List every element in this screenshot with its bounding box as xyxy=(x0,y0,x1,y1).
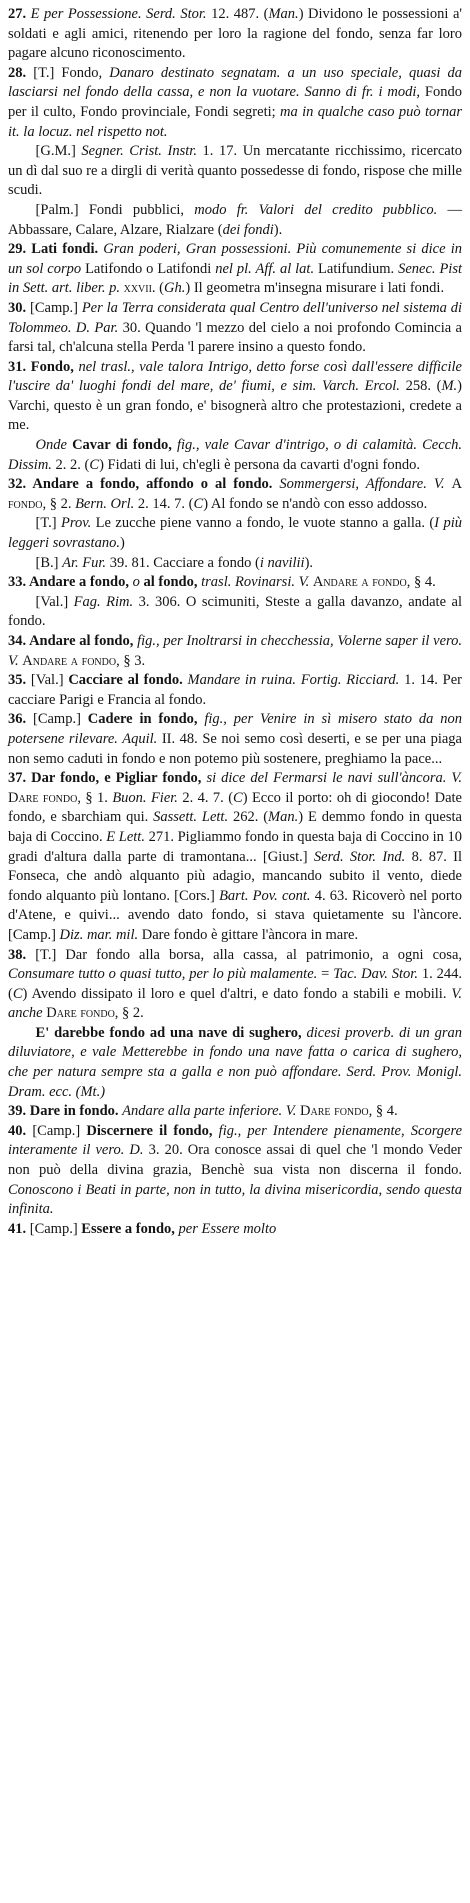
dictionary-entry xyxy=(8,710,462,769)
entry-text: ) E demmo fondo in questa baja di Coccino. xyxy=(8,809,462,845)
entry-text: , § 1. xyxy=(77,789,113,806)
dictionary-entry xyxy=(8,1220,462,1240)
entry-italic-text: I più leggeri sovrastano. xyxy=(8,515,462,552)
entry-text: [Camp.] xyxy=(29,1220,82,1237)
entry-text: [B.] xyxy=(35,554,63,571)
entry-headword: Andare a fondo, xyxy=(28,574,133,591)
dictionary-entry xyxy=(8,201,462,240)
entry-text: [Val.] xyxy=(30,672,69,689)
entry-italic-text: C xyxy=(12,985,23,1002)
dictionary-entry xyxy=(8,1102,462,1122)
dictionary-entry xyxy=(8,671,462,710)
entry-text: — Abbassare, Calare, Alzare, Rialzare ( xyxy=(8,201,462,238)
entry-italic-text: ma in qualche caso può tornar it. la locuz. nel rispetto not. xyxy=(8,103,463,140)
entry-italic-text: Sommergersi, Affondare. V. xyxy=(279,476,452,493)
entry-smallcaps-text: Andare a fondo xyxy=(22,652,117,669)
entry-italic-text: Tac. Dav. Stor. xyxy=(333,966,422,983)
entry-text: ). xyxy=(273,221,283,238)
entry-number: 33. xyxy=(8,574,29,591)
entry-number: 36. xyxy=(8,711,33,728)
entry-number: 41. xyxy=(8,1220,30,1237)
entry-text: ) Fidati di lui, ch'egli è persona da cavarti d'ogni fondo. xyxy=(99,456,420,473)
entry-italic-text: modo fr. Valori del credito pubblico. xyxy=(194,201,448,218)
entry-italic-text: Buon. Fier. xyxy=(112,789,183,806)
entry-text: 2. 4. 7. ( xyxy=(182,789,234,806)
dictionary-entry xyxy=(8,5,462,64)
entry-italic-text: Andare alla parte inferiore. V. xyxy=(122,1103,301,1120)
entry-text: Fondo per il culto, Fondo provinciale, Fondi segreti; xyxy=(8,84,462,120)
entry-text: [Camp.] xyxy=(32,1122,87,1139)
entry-text: [T.] Dar fondo alla borsa, alla cassa, al patrimonio, a ogni cosa, xyxy=(35,946,463,963)
entry-italic-text: i navilii xyxy=(259,554,305,571)
entry-text: 4. 63. Ricoverò nel porto d'Atene, e quivi... avendo dato fondo, si stava quietamente su l'àncore. [Camp.] xyxy=(8,887,462,943)
entry-italic-text: C xyxy=(233,789,243,806)
entry-headword: Dare in fondo. xyxy=(29,1103,123,1120)
entry-italic-text: Consumare tutto o quasi tutto, per lo più malamente. xyxy=(8,966,322,983)
dictionary-entry xyxy=(8,240,462,299)
entry-italic-text: C xyxy=(193,495,204,512)
entry-italic-text: dei fondi xyxy=(222,221,274,238)
entry-italic-text: Sassett. Lett. xyxy=(153,809,233,826)
entry-text: [T.] xyxy=(35,515,62,532)
entry-text: Dare fondo è gittare l'àncora in mare. xyxy=(141,926,359,943)
entry-text: ) Ecco il porto: oh di giocondo! Date fondo, e sbarchiam qui. xyxy=(8,789,462,826)
entry-smallcaps-text: Dare fondo xyxy=(46,1005,115,1022)
entry-text: ). xyxy=(304,554,314,571)
entry-text: 1. 14. Per cacciare Parigi e Francia al fondo. xyxy=(8,672,462,708)
entry-italic-text: E Lett. xyxy=(106,828,149,845)
entry-italic-text: V. anche xyxy=(8,985,462,1022)
entry-text: 2. 14. 7. ( xyxy=(137,495,194,512)
dictionary-entry xyxy=(8,142,462,201)
entry-smallcaps-text: Andare a fondo xyxy=(312,574,407,591)
entry-text: 1. 17. Un mercatante ricchissimo, ricercato un dì dal suo re a dirgli di verità quanto possedesse di fondo, rispose che mille scudi. xyxy=(8,143,462,199)
entry-text: 262. ( xyxy=(232,809,269,826)
entry-number: 37. xyxy=(8,770,32,787)
entry-number: 29. xyxy=(8,241,32,258)
dictionary-entry xyxy=(8,554,462,574)
entry-number: 34. xyxy=(8,633,30,649)
entry-italic-text: Mandare in ruina. Fortig. Ricciard. xyxy=(187,672,405,689)
entry-smallcaps-text: Dare fondo xyxy=(8,789,78,806)
entry-text: [Palm.] Fondi pubblici, xyxy=(35,201,195,218)
entry-italic-text: Gh. xyxy=(164,280,186,297)
entry-headword: Cavar di fondo, xyxy=(72,437,177,454)
entry-text: 3. 20. Ora conosce assai di quel che 'l mondo Veder non può della divina grazia, Benchè sua vista non discerna il fondo. xyxy=(8,1142,462,1179)
entry-italic-text: Segner. Crist. Instr. xyxy=(81,143,203,160)
entry-text: 12. 487. ( xyxy=(211,6,269,22)
entry-italic-text: fig., per Venire in sì misero stato da non potersene rilevare. Aquil. xyxy=(8,711,462,747)
dictionary-entry xyxy=(8,64,462,142)
entry-italic-text: Serd. Stor. Ind. xyxy=(313,848,412,865)
dictionary-entry xyxy=(8,946,462,1024)
entry-text: [G.M.] xyxy=(35,143,82,160)
entry-italic-text: per Essere molto xyxy=(178,1220,277,1237)
dictionary-entry xyxy=(8,436,462,475)
entry-text: [Camp.] xyxy=(33,711,88,728)
entry-text: 258. ( xyxy=(405,378,442,395)
entry-text: 39. 81. Cacciare a fondo ( xyxy=(109,554,260,571)
entry-italic-text: C xyxy=(89,456,100,473)
entry-headword: Cadere in fondo, xyxy=(87,711,205,728)
entry-text: 8. 87. Il Fonseca, che andò alquanto più adagio, mancando subito il vento, diede fondo alquanto più lontano. [Cors.] xyxy=(8,848,463,904)
entry-italic-text: Onde xyxy=(35,437,73,454)
entry-italic-text: Man. xyxy=(268,6,299,22)
entry-text: Le zucche piene vanno a fondo, le vuote stanno a galla. ( xyxy=(95,515,435,532)
dictionary-entry xyxy=(8,573,462,593)
entry-headword: Dar fondo, e Pigliar fondo, xyxy=(31,770,207,787)
dictionary-entry xyxy=(8,475,462,514)
dictionary-entry xyxy=(8,632,462,671)
entry-text: ) Il geometra m'insegna misurare i lati fondi. xyxy=(185,280,445,297)
entry-headword: Lati fondi. xyxy=(31,241,104,258)
entry-text: , § 2. xyxy=(42,495,76,512)
entry-headword: Cacciare al fondo. xyxy=(68,672,188,689)
entry-headword: al fondo, xyxy=(143,574,202,591)
entry-italic-text: Bern. Orl. xyxy=(75,495,138,512)
entry-number: 40. xyxy=(8,1122,33,1139)
entry-italic-text: dicesi proverb. di un gran diluviatore, e vale Metterebbe in fondo una nave fatta o carica di sughero, che per natura sempre sta a galla e non può affondare. Serd. Prov. Monigl. Dram. ecc. (Mt.) xyxy=(8,1024,462,1100)
entry-headword: Andare al fondo, xyxy=(29,633,138,649)
entry-italic-text: fig., per Inoltrarsi in checchessia, Volerne saper il vero. V. xyxy=(8,633,462,669)
entry-text: Latifondo o Latifondi xyxy=(85,260,216,277)
entry-text: 30. Quando 'l mezzo del cielo a noi profondo Comincia a farsi tal, ch'alcuna stella Perda 'l parere insino a questo fondo. xyxy=(8,319,462,356)
entry-smallcaps-text: A fondo xyxy=(8,476,462,512)
entry-text: , § 3. xyxy=(116,652,146,669)
entry-text: [Val.] xyxy=(35,593,74,610)
entry-text: , § 2. xyxy=(114,1005,144,1022)
entry-italic-text: Senec. Pist in Sett. art. liber. p. xyxy=(8,260,463,297)
entry-italic-text: M. xyxy=(441,378,458,395)
entry-smallcaps-text: Dare fondo xyxy=(300,1103,369,1120)
entry-number: 30. xyxy=(8,299,31,316)
entry-italic-text: Man. xyxy=(268,809,299,826)
entry-italic-text: Conoscono i Beati in parte, non in tutto, la divina misericordia, sendo questa infinita. xyxy=(8,1181,462,1218)
entry-italic-text: fig., vale Cavar d'intrigo, o di calamità. Cecch. Dissim. xyxy=(8,437,462,473)
entry-italic-text: Per la Terra considerata qual Centro dell'universo nel sistema di Tolommeo. D. Par. xyxy=(8,299,462,336)
entry-italic-text: Prov. xyxy=(61,515,96,532)
entry-text: ) Varchi, questo è un gran fondo, e' bisognerà altro che protestazioni, credete a me. xyxy=(8,378,462,434)
dictionary-entry xyxy=(8,593,462,632)
entry-number: 31. xyxy=(8,358,31,375)
entry-number: 28. xyxy=(8,64,34,81)
entry-text: [Camp.] xyxy=(30,299,82,316)
entry-smallcaps-text: xxvii. ( xyxy=(123,280,165,297)
entry-text: ) xyxy=(119,535,125,552)
entry-text: 2. 2. ( xyxy=(55,456,90,473)
entry-text: II. 48. Se noi semo così deserti, e se per una piaga non semo caduti in fondo e non potemo più sostenere, preghiamo la pace... xyxy=(8,730,462,767)
entry-text: ) Al fondo se n'andò con esso addosso. xyxy=(203,495,428,512)
entry-italic-text: fig., per Intendere pienamente, Scorgere interamente il vero. D. xyxy=(8,1122,463,1159)
entry-text: ) Avendo dissipato il loro e quel d'altri, e dato fondo a stabili e mobili. xyxy=(22,985,452,1002)
entry-italic-text: trasl. Rovinarsi. V. xyxy=(201,574,313,591)
entry-text: = xyxy=(321,966,334,983)
dictionary-entry xyxy=(8,358,462,436)
entry-text: , § 4. xyxy=(368,1103,398,1120)
entry-number: 38. xyxy=(8,946,36,963)
entry-headword: Fondo, xyxy=(30,358,79,375)
entry-headword: Andare a fondo, affondo o al fondo. xyxy=(32,476,280,493)
entry-italic-text: nel pl. Aff. al lat. xyxy=(215,260,319,277)
dictionary-entry xyxy=(8,514,462,553)
entry-text: [T.] Fondo, xyxy=(33,64,110,81)
dictionary-entry xyxy=(8,1024,462,1102)
entry-italic-text: Fag. Rim. xyxy=(73,593,139,610)
entry-text: 1. 244. ( xyxy=(8,966,462,1002)
dictionary-entry xyxy=(8,299,462,358)
entry-italic-text: o xyxy=(132,574,144,591)
entry-text: 3. 306. O scimuniti, Steste a galla davanzo, andate al fondo. xyxy=(8,593,462,630)
entry-italic-text: E per Possessione. Serd. Stor. xyxy=(30,6,212,22)
entry-italic-text: nel trasl., vale talora Intrigo, detto forse così dall'essere difficile l'uscire da' luoghi fondi del mare, de' fiumi, e sim. Varch. Ercol. xyxy=(8,358,462,395)
entry-number: 39. xyxy=(8,1103,30,1120)
entry-italic-text: Ar. Fur. xyxy=(62,554,110,571)
entry-italic-text: Diz. mar. mil. xyxy=(59,926,142,943)
entry-headword: Discernere il fondo, xyxy=(86,1122,219,1139)
dictionary-entry xyxy=(8,1122,462,1220)
entry-italic-text: Danaro destinato segnatam. a un uso speciale, quasi da lasciarsi nel fondo della cassa, e non la vuotare. Sanno di fr. i modi, xyxy=(8,64,463,101)
dictionary-entry xyxy=(8,769,462,945)
entry-number: 32. xyxy=(8,476,33,493)
entry-italic-text: si dice del Fermarsi le navi sull'àncora. V. xyxy=(206,770,462,787)
entry-text: , § 4. xyxy=(406,574,436,591)
entry-text: ) Dividono le possessioni a' soldati e agli amici, ritenendo per loro la ragione del fondo, senza far loro pagare alcuno riconoscimento. xyxy=(8,6,462,62)
entry-number: 27. xyxy=(8,6,31,22)
entry-headword: Essere a fondo, xyxy=(81,1220,179,1237)
entry-text: 271. Pigliammo fondo in questa baja di Coccino in 10 gradi d'altura dalla parte di tramontana... [Giust.] xyxy=(8,828,462,865)
entry-number: 35. xyxy=(8,672,31,689)
entry-italic-text: Bart. Pov. cont. xyxy=(219,887,315,904)
entry-headword: E' darebbe fondo ad una nave di sughero, xyxy=(35,1024,307,1041)
entry-text: Latifundium. xyxy=(318,260,399,277)
entry-italic-text: Gran poderi, Gran possessioni. Più comunemente si dice in un sol corpo xyxy=(8,241,462,277)
